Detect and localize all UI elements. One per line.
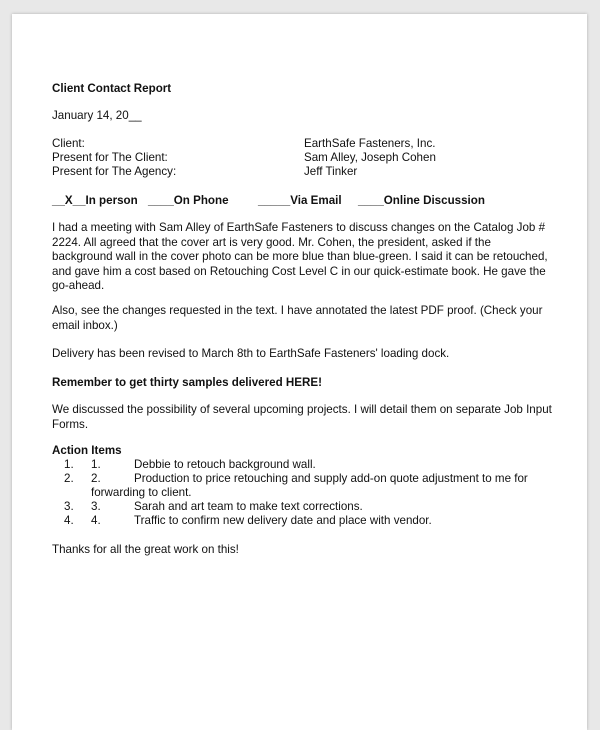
- action-item-2-inner-number: 2.: [91, 472, 101, 485]
- present-agency-label: Present for The Agency:: [52, 165, 177, 178]
- present-client-value: Sam Alley, Joseph Cohen: [304, 151, 436, 164]
- contact-via-email: _____Via Email: [258, 194, 342, 207]
- action-item-4-inner-number: 4.: [91, 514, 101, 527]
- report-title: Client Contact Report: [52, 82, 172, 95]
- paragraph-delivery: Delivery has been revised to March 8th to EarthSafe Fasteners' loading dock.: [52, 347, 450, 360]
- document-page: [12, 14, 587, 730]
- paragraph-changes: Also, see the changes requested in the text. I have annotated the latest PDF proof. (Check your email inbox.): [52, 304, 543, 332]
- closing-text: Thanks for all the great work on this!: [52, 543, 239, 556]
- client-label: Client:: [52, 137, 85, 150]
- action-item-3-inner-number: 3.: [91, 500, 101, 513]
- client-value: EarthSafe Fasteners, Inc.: [304, 137, 436, 150]
- action-item-2-continuation: forwarding to client.: [91, 486, 192, 499]
- contact-in-person: __X__In person: [52, 194, 138, 207]
- contact-online: ____Online Discussion: [358, 194, 485, 207]
- action-item-1-text: Debbie to retouch background wall.: [134, 458, 316, 471]
- report-date: January 14, 20__: [52, 109, 142, 122]
- action-item-2-outer-number: 2.: [64, 472, 74, 485]
- present-agency-value: Jeff Tinker: [304, 165, 358, 178]
- present-client-label: Present for The Client:: [52, 151, 168, 164]
- contact-on-phone: ____On Phone: [148, 194, 229, 207]
- paragraph-meeting: I had a meeting with Sam Alley of EarthSafe Fasteners to discuss changes on the Catalog Job # 2224. All agreed that the cover art is very good. Mr. Cohen, the president, asked if the background wall in the cover photo can be more blue than blue-green. I said it can be retouched, and gave him a cost based on Retouching Cost Level C in our quick-estimate book. He gave the go-ahead.: [52, 221, 548, 292]
- action-items-heading: Action Items: [52, 444, 122, 457]
- action-item-4-outer-number: 4.: [64, 514, 74, 527]
- action-item-3-text: Sarah and art team to make text corrections.: [134, 500, 363, 513]
- action-item-4-text: Traffic to confirm new delivery date and place with vendor.: [134, 514, 432, 527]
- action-item-3-outer-number: 3.: [64, 500, 74, 513]
- action-item-1-outer-number: 1.: [64, 458, 74, 471]
- reminder-text: Remember to get thirty samples delivered HERE!: [52, 376, 322, 389]
- paragraph-projects: We discussed the possibility of several upcoming projects. I will detail them on separate Job Input Forms.: [52, 403, 552, 431]
- action-item-1-inner-number: 1.: [91, 458, 101, 471]
- action-item-2-text: Production to price retouching and supply add-on quote adjustment to me for: [134, 472, 528, 485]
